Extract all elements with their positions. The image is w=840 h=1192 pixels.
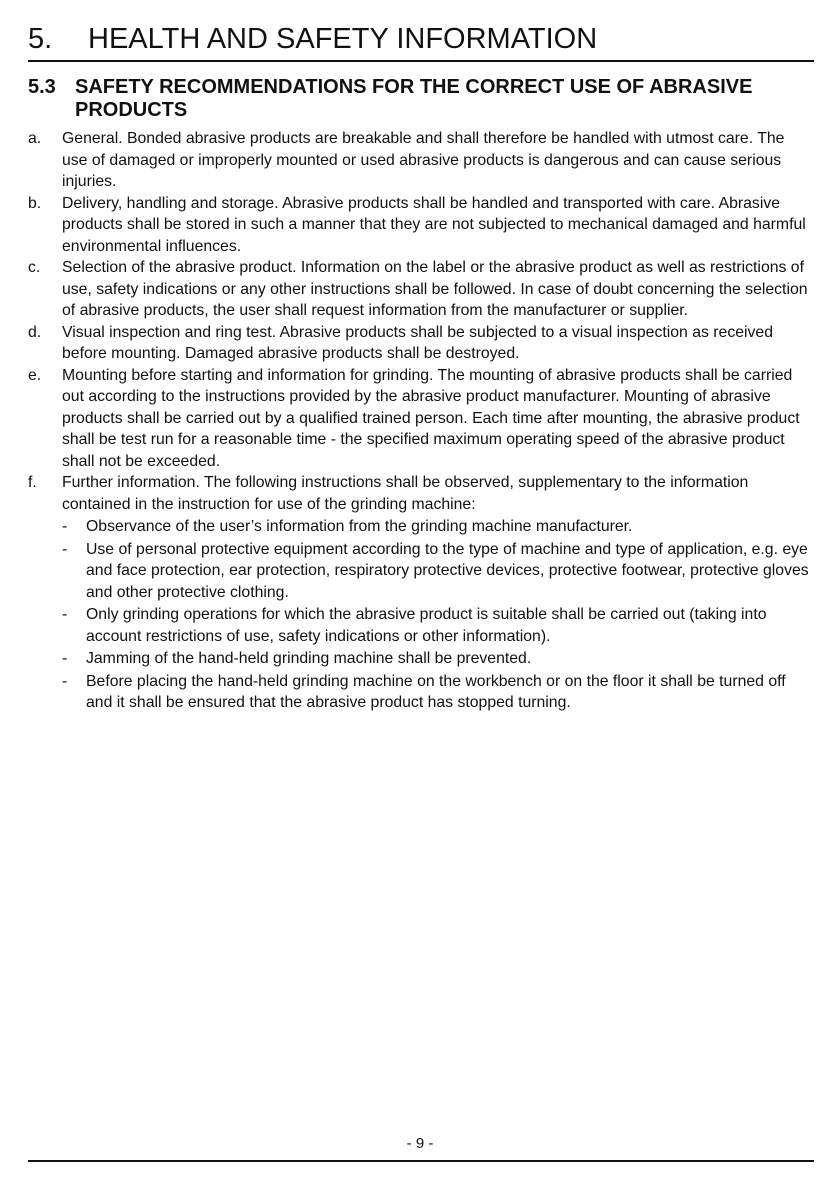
- bullet-dash: -: [62, 540, 68, 558]
- item-label: a.: [28, 130, 42, 147]
- item-text: Selection of the abrasive product. Information on the label or the abrasive product as well as restrictions of use, safety indications or any other instructions shall be followed. In case of doubt concerning the selection of abrasive products, the user shall request information from the manufacturer or supplier.: [62, 259, 808, 319]
- item-label: c.: [28, 259, 41, 276]
- item-label: b.: [28, 194, 42, 212]
- instruction-bullet-list: [62, 516, 814, 714]
- item-label: e.: [28, 366, 42, 384]
- bullet-text: Only grinding operations for which the abrasive product is suitable shall be carried out (taking into account restrictions of use, safety indications or other information).: [86, 606, 767, 645]
- recommendation-list: [28, 128, 814, 715]
- page-number: - 9 -: [406, 1135, 434, 1152]
- section-title: SAFETY RECOMMENDATIONS FOR THE CORRECT USE OF ABRASIVE PRODUCTS: [75, 76, 753, 121]
- recommendation-item-a: [28, 128, 814, 193]
- item-text: Further information. The following instructions shall be observed, supplementary to the information contained in the instruction for use of the grinding machine:: [62, 474, 749, 513]
- chapter-number: 5.: [28, 23, 53, 55]
- bullet-item: [62, 539, 814, 604]
- footer-rule: [28, 1160, 814, 1162]
- item-text: Mounting before starting and information for grinding. The mounting of abrasive products shall be carried out according to the instructions provided by the abrasive product manufacturer. Mounting of abrasive products shall be carried out by a qualified trained person. Each time after mounting, the abrasive product shall be test run for a reasonable time - the specified maximum operating speed of the abrasive product shall not be exceeded.: [62, 366, 800, 470]
- item-text: General. Bonded abrasive products are breakable and shall therefore be handled with utmost care. The use of damaged or improperly mounted or used abrasive products is dangerous and can cause serious injuries.: [62, 130, 785, 190]
- section-number: 5.3: [28, 76, 56, 98]
- bullet-item: [62, 648, 814, 670]
- bullet-dash: -: [62, 672, 68, 690]
- bullet-item: [62, 671, 814, 714]
- bullet-dash: -: [62, 650, 68, 667]
- bullet-text: Use of personal protective equipment according to the type of machine and type of application, e.g. eye and face protection, ear protection, respiratory protective devices, protective footwear, protective gloves and other protective clothing.: [86, 540, 809, 601]
- recommendation-item-c: [28, 257, 814, 322]
- item-text: Visual inspection and ring test. Abrasive products shall be subjected to a visual inspection as received before mounting. Damaged abrasive products shall be destroyed.: [62, 323, 773, 362]
- recommendation-item-b: [28, 193, 814, 258]
- item-label: f.: [28, 474, 37, 491]
- recommendation-item-d: [28, 322, 814, 365]
- item-label: d.: [28, 323, 42, 341]
- bullet-item: [62, 516, 814, 538]
- bullet-item: [62, 604, 814, 647]
- bullet-dash: -: [62, 518, 68, 535]
- bullet-text: Before placing the hand-held grinding machine on the workbench or on the floor it shall be turned off and it shall be ensured that the abrasive product has stopped turning.: [86, 672, 786, 711]
- bullet-text: Jamming of the hand-held grinding machine shall be prevented.: [86, 650, 532, 667]
- item-text: Delivery, handling and storage. Abrasive products shall be handled and transported with care. Abrasive products shall be stored in such a manner that they are not subjected to mechanical damaged and harmful environmental influences.: [62, 194, 806, 255]
- recommendation-item-f: [28, 472, 814, 714]
- page-header: [28, 22, 814, 62]
- chapter-title: HEALTH AND SAFETY INFORMATION: [88, 23, 598, 55]
- bullet-dash: -: [62, 606, 68, 623]
- bullet-text: Observance of the user’s information from the grinding machine manufacturer.: [86, 518, 633, 535]
- recommendation-item-e: [28, 365, 814, 473]
